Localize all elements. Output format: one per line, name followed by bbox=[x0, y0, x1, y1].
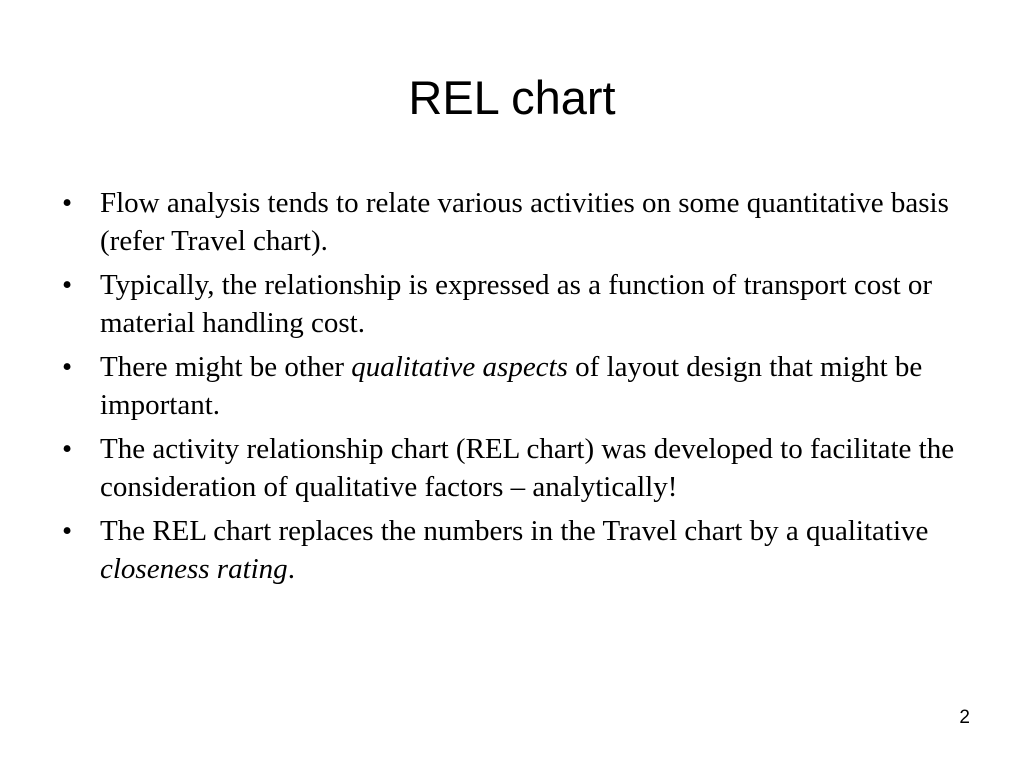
bullet-dot: • bbox=[62, 351, 73, 383]
bullet-dot: • bbox=[62, 515, 73, 547]
bullet-item bbox=[62, 512, 982, 588]
bullet-text: Typically, the relationship is expressed as a function of transport cost or material handling cost. bbox=[100, 269, 933, 339]
bullet-dot: • bbox=[62, 433, 73, 465]
bullet-emphasis: qualitative aspects bbox=[351, 351, 568, 383]
bullet-text-end: of layout design that might be important. bbox=[100, 351, 923, 421]
bullet-dot: • bbox=[62, 269, 73, 301]
bullet-text: The activity relationship chart (REL chart) was developed to facilitate the consideration of qualitative factors – analytically! bbox=[100, 433, 955, 503]
bullet-emphasis: closeness rating bbox=[100, 553, 288, 585]
bullet-item bbox=[62, 184, 982, 260]
bullet-item bbox=[62, 430, 982, 506]
slide-title: REL chart bbox=[408, 71, 616, 124]
bullet-text: Flow analysis tends to relate various activities on some quantitative basis (refer Travel chart). bbox=[100, 187, 949, 257]
bullet-text-start: There might be other bbox=[100, 351, 352, 383]
page-number: 2 bbox=[959, 707, 970, 728]
bullet-item bbox=[62, 266, 982, 342]
bullet-item bbox=[62, 348, 982, 424]
bullet-text-start: The REL chart replaces the numbers in the Travel chart by a qualitative bbox=[100, 515, 929, 547]
bullet-dot: • bbox=[62, 187, 73, 219]
bullet-text-end: . bbox=[287, 553, 295, 585]
bullet-list bbox=[62, 184, 982, 594]
